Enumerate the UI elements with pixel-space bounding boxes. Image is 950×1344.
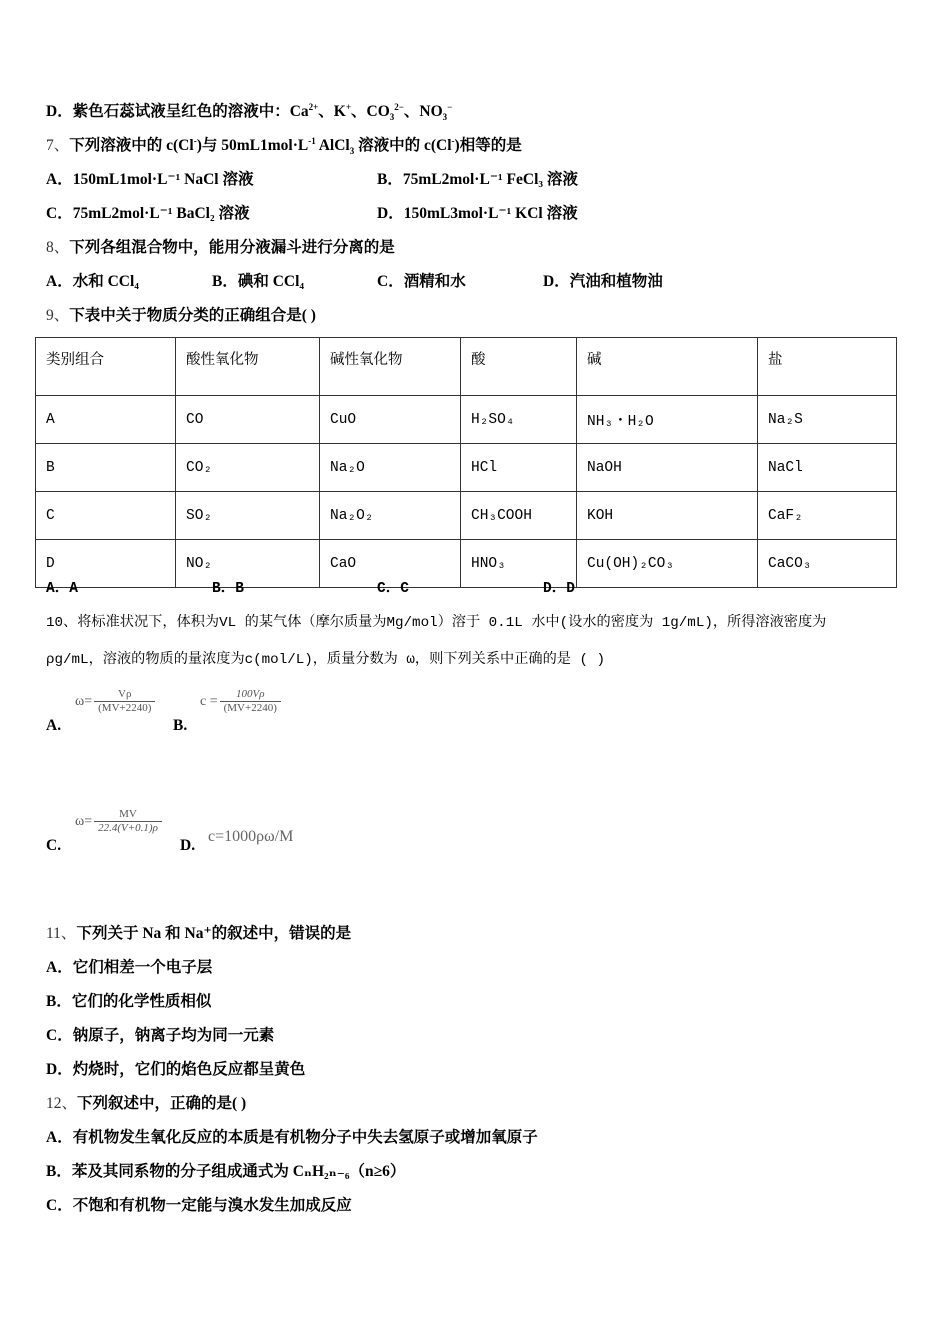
table-row <box>36 396 897 444</box>
option-text: 紫色石蕊试液呈红色的溶液中：$Ca^{2+}$、K+、$CO_3^{2-}$、$NO_3^-$ <box>72 101 453 123</box>
table-cell: C <box>36 492 176 540</box>
q11-option-b[interactable]: B．它们的化学性质相似 <box>46 993 212 1010</box>
q8-option-d[interactable]: D．汽油和植物油 <box>543 273 663 290</box>
table-cell: B <box>36 444 176 492</box>
question-number: 10、 <box>46 615 78 631</box>
classification-table <box>35 337 897 588</box>
q10-option-c-label[interactable]: C. <box>46 837 62 854</box>
header-cell: 盐 <box>758 338 897 396</box>
question-text: 下列溶液中的 c(Cl-)与 $50mL1mol\cdot L^{-1}$ AlCl$_3$ 溶液中的 c(Cl-)相等的是 <box>69 135 522 157</box>
table-cell: KOH <box>577 492 758 540</box>
q10-stem-line2 <box>46 650 605 670</box>
table-row <box>36 492 897 540</box>
table-row <box>36 444 897 492</box>
table-cell: CO <box>176 396 320 444</box>
table-cell: HNO₃ <box>461 540 577 588</box>
table-cell: Na₂O <box>320 444 461 492</box>
q7-option-a[interactable]: A．150mL1mol·L⁻¹ NaCl 溶液 <box>46 171 254 188</box>
q7-option-d[interactable]: D．150mL3mol·L⁻¹ KCl 溶液 <box>377 205 578 222</box>
table-cell: Na₂S <box>758 396 897 444</box>
q8-option-b[interactable]: B．碘和 CCl₄ <box>212 273 305 290</box>
q6-option-d <box>46 102 452 122</box>
q8-option-c[interactable]: C．酒精和水 <box>377 273 466 290</box>
q10-stem-line1 <box>46 613 826 633</box>
q10-option-b-label[interactable]: B. <box>173 717 188 734</box>
q12-option-a[interactable]: A．有机物发生氧化反应的本质是有机物分子中失去氢原子或增加氧原子 <box>46 1129 538 1146</box>
q11-option-d[interactable]: D．灼烧时，它们的焰色反应都呈黄色 <box>46 1061 306 1078</box>
table-cell: H₂SO₄ <box>461 396 577 444</box>
q9-option-b[interactable]: B．B <box>212 581 244 597</box>
q10-option-c-formula: ω= $\frac{MV}{22.4(V+0.1)\rho}$ <box>75 808 162 835</box>
table-cell: Cu(OH)₂CO₃ <box>577 540 758 588</box>
question-number: 12、 <box>46 1095 78 1112</box>
table-cell: CO₂ <box>176 444 320 492</box>
header-cell: 酸 <box>461 338 577 396</box>
table-cell: SO₂ <box>176 492 320 540</box>
table-header-row <box>36 338 897 396</box>
header-cell: 碱性氧化物 <box>320 338 461 396</box>
question-text: ρg/mL，溶液的物质的量浓度为c(mol/L)，质量分数为 ω，则下列关系中正确的是 ( ) <box>46 652 606 668</box>
table-row <box>36 540 897 588</box>
q7-stem <box>46 136 522 156</box>
q9-option-a[interactable]: A．A <box>46 581 78 597</box>
question-number: 11、 <box>46 925 77 942</box>
q12-stem <box>46 1094 246 1114</box>
q9-option-d[interactable]: D．D <box>543 581 575 597</box>
q11-option-a[interactable]: A．它们相差一个电子层 <box>46 959 213 976</box>
q12-option-c[interactable]: C．不饱和有机物一定能与溴水发生加成反应 <box>46 1197 352 1214</box>
table-cell: A <box>36 396 176 444</box>
q7-option-c[interactable]: C．75mL2mol·L⁻¹ BaCl₂ 溶液 <box>46 205 250 222</box>
q8-option-a[interactable]: A．水和 CCl₄ <box>46 273 139 290</box>
q9-stem <box>46 306 316 326</box>
q10-option-d-label[interactable]: D. <box>180 837 196 854</box>
q12-option-b[interactable]: B．苯及其同系物的分子组成通式为 CₙH₂ₙ₋₆（n≥6） <box>46 1163 406 1180</box>
table-cell: NaCl <box>758 444 897 492</box>
q9-option-c[interactable]: C．C <box>377 581 409 597</box>
q10-option-b-formula: c = $\frac{100V\rho}{(MV+2240)}$ <box>200 688 281 715</box>
table-cell: NO₂ <box>176 540 320 588</box>
q8-stem <box>46 238 395 258</box>
option-label: D． <box>46 103 73 120</box>
q11-stem <box>46 924 351 944</box>
table-cell: CuO <box>320 396 461 444</box>
question-text: 将标准状况下，体积为VL 的某气体（摩尔质量为Mg/mol）溶于 0.1L 水中(设水的密度为 1g/mL)，所得溶液密度为 <box>77 615 827 631</box>
header-cell: 类别组合 <box>36 338 176 396</box>
table-cell: D <box>36 540 176 588</box>
question-number: 8、 <box>46 239 70 256</box>
table-cell: CaO <box>320 540 461 588</box>
table-cell: HCl <box>461 444 577 492</box>
table-cell: CH₃COOH <box>461 492 577 540</box>
table-cell: CaCO₃ <box>758 540 897 588</box>
q10-option-a-formula: ω= $\frac{V\rho}{(MV+2240)}$ <box>75 688 155 715</box>
q11-option-c[interactable]: C．钠原子，钠离子均为同一元素 <box>46 1027 275 1044</box>
question-text: 下列关于 Na 和 Na⁺的叙述中，错误的是 <box>76 925 352 942</box>
table-cell: CaF₂ <box>758 492 897 540</box>
question-text: 下列叙述中，正确的是( ) <box>77 1095 247 1112</box>
question-number: 9、 <box>46 307 70 324</box>
question-number: 7、 <box>46 137 70 154</box>
q10-option-d-formula: c=1000ρω/M <box>208 828 294 845</box>
table-cell: NaOH <box>577 444 758 492</box>
q7-option-b[interactable]: B．75mL2mol·L⁻¹ FeCl₃ 溶液 <box>377 171 578 188</box>
header-cell: 碱 <box>577 338 758 396</box>
question-text: 下列各组混合物中，能用分液漏斗进行分离的是 <box>69 239 395 256</box>
header-cell: 酸性氧化物 <box>176 338 320 396</box>
question-text: 下表中关于物质分类的正确组合是( ) <box>69 307 316 324</box>
q10-option-a-label[interactable]: A. <box>46 717 62 734</box>
table-cell: NH₃・H₂O <box>577 396 758 444</box>
table-cell: Na₂O₂ <box>320 492 461 540</box>
